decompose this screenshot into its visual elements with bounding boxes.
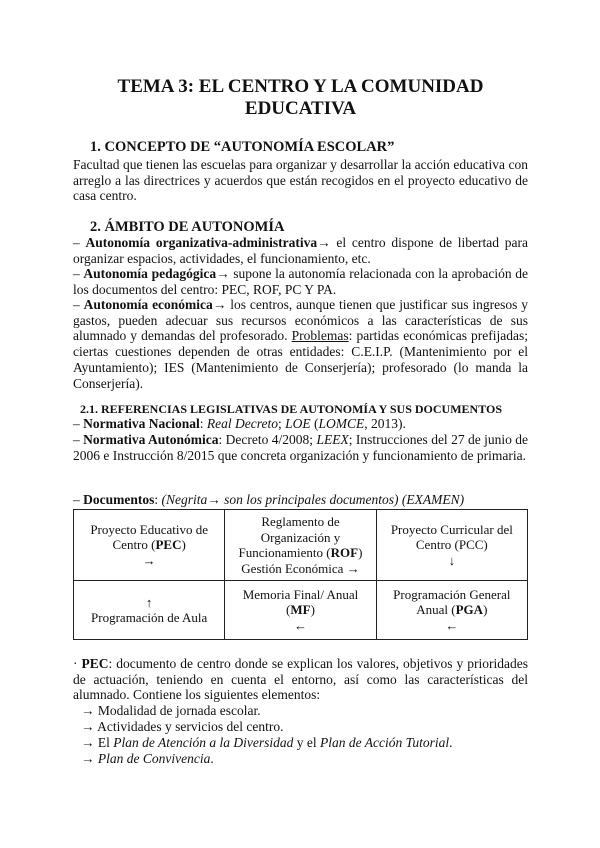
autonomy-economic: – Autonomía económica→ los centros, aunque tienen que justificar sus ingresos y gastos, pueden adecuar sus recursos económicos a las características de sus alumnado y demandas del profesorado. Problemas: partidas económicas prefijadas; ciertas cuestiones dependen de otras entidades: C.E.I.P. (Mantenimiento por el Ayuntamiento); IES (Mantenimiento de Conserjería); profesorado (lo manda la Conserjería).	[73, 297, 529, 391]
autonomy-pedagogical-term: Autonomía pedagógica	[83, 266, 217, 281]
documentos-line: – Documentos: (Negrita→ son los principales documentos) (EXAMEN)	[73, 492, 465, 507]
table-row	[74, 510, 528, 581]
arrow-right-icon: →	[142, 552, 156, 568]
cell-rof: Reglamento de Organización y Funcionamiento (ROF) Gestión Económica →	[225, 510, 376, 581]
page-title	[73, 76, 528, 120]
normativa-autonomica: – Normativa Autonómica: Decreto 4/2008; LEEX; Instrucciones del 27 de junio de 2006 e Instrucción 8/2015 que concreta organización y funcionamiento de primaria.	[73, 432, 528, 463]
problems-label: Problemas	[291, 328, 349, 344]
list-item: → Modalidad de jornada escolar.	[81, 703, 261, 718]
autonomy-pedagogical: – Autonomía pedagógica→ supone la autonomía relacionada con la aprobación de los documentos del centro: PEC, ROF, PC Y PA.	[73, 266, 528, 297]
pec-description: · PEC: documento de centro donde se explican los valores, objetivos y prioridades de actuación, teniendo en cuenta el entorno, así como las características del alumnado. Contiene los siguientes elementos:	[73, 656, 528, 703]
autonomy-organizational: – Autonomía organizativa-administrativa→ el centro dispone de libertad para organizar espacios, actividades, el funcionamiento, etc.	[73, 235, 529, 266]
section-2-heading: 2. ÁMBITO DE AUTONOMÍA	[90, 219, 285, 235]
section-1-text: Facultad que tienen las escuelas para organizar y desarrollar la acción educativa con arreglo a las directrices y acuerdos que están recogidos en el proyecto educativo de casa centro.	[73, 157, 528, 204]
autonomy-organizational-term: Autonomía organizativa-administrativa	[85, 235, 318, 250]
normativa-nacional-term: Normativa Nacional	[83, 416, 200, 431]
title-line-1: TEMA 3: EL CENTRO Y LA COMUNIDAD	[117, 76, 484, 97]
autonomy-economic-term: Autonomía económica	[83, 297, 213, 312]
arrow-down-icon: ↓	[448, 552, 456, 568]
section-2-1-heading: 2.1. REFERENCIAS LEGISLATIVAS DE AUTONOMÍA Y SUS DOCUMENTOS	[80, 402, 502, 416]
documents-table	[73, 509, 528, 640]
list-item: → El Plan de Atención a la Diversidad y el Plan de Acción Tutorial.	[81, 735, 453, 750]
cell-memoria-final: Memoria Final/ Anual (MF) ←	[225, 581, 376, 640]
title-line-2: EDUCATIVA	[244, 98, 357, 119]
cell-pec: Proyecto Educativo de Centro (PEC) →	[74, 510, 225, 581]
list-item: → Plan de Convivencia.	[81, 751, 214, 766]
normativa-autonomica-term: Normativa Autonómica	[83, 432, 219, 447]
arrow-left-icon: ←	[293, 617, 307, 633]
section-1-heading: 1. CONCEPTO DE “AUTONOMÍA ESCOLAR”	[90, 139, 395, 155]
cell-pcc: Proyecto Curricular del Centro (PCC) ↓	[376, 510, 527, 581]
arrow-up-icon: ↑	[145, 594, 153, 610]
cell-programacion-aula: ↑ Programación de Aula	[74, 581, 225, 640]
cell-pga: Programación General Anual (PGA) ←	[376, 581, 527, 640]
normativa-nacional: – Normativa Nacional: Real Decreto; LOE (LOMCE, 2013).	[73, 416, 406, 431]
list-item: → Actividades y servicios del centro.	[81, 719, 284, 734]
arrow-left-icon: ←	[445, 617, 459, 633]
documentos-term: Documentos	[83, 492, 155, 507]
pec-term: PEC	[81, 656, 109, 671]
table-row	[74, 581, 528, 640]
